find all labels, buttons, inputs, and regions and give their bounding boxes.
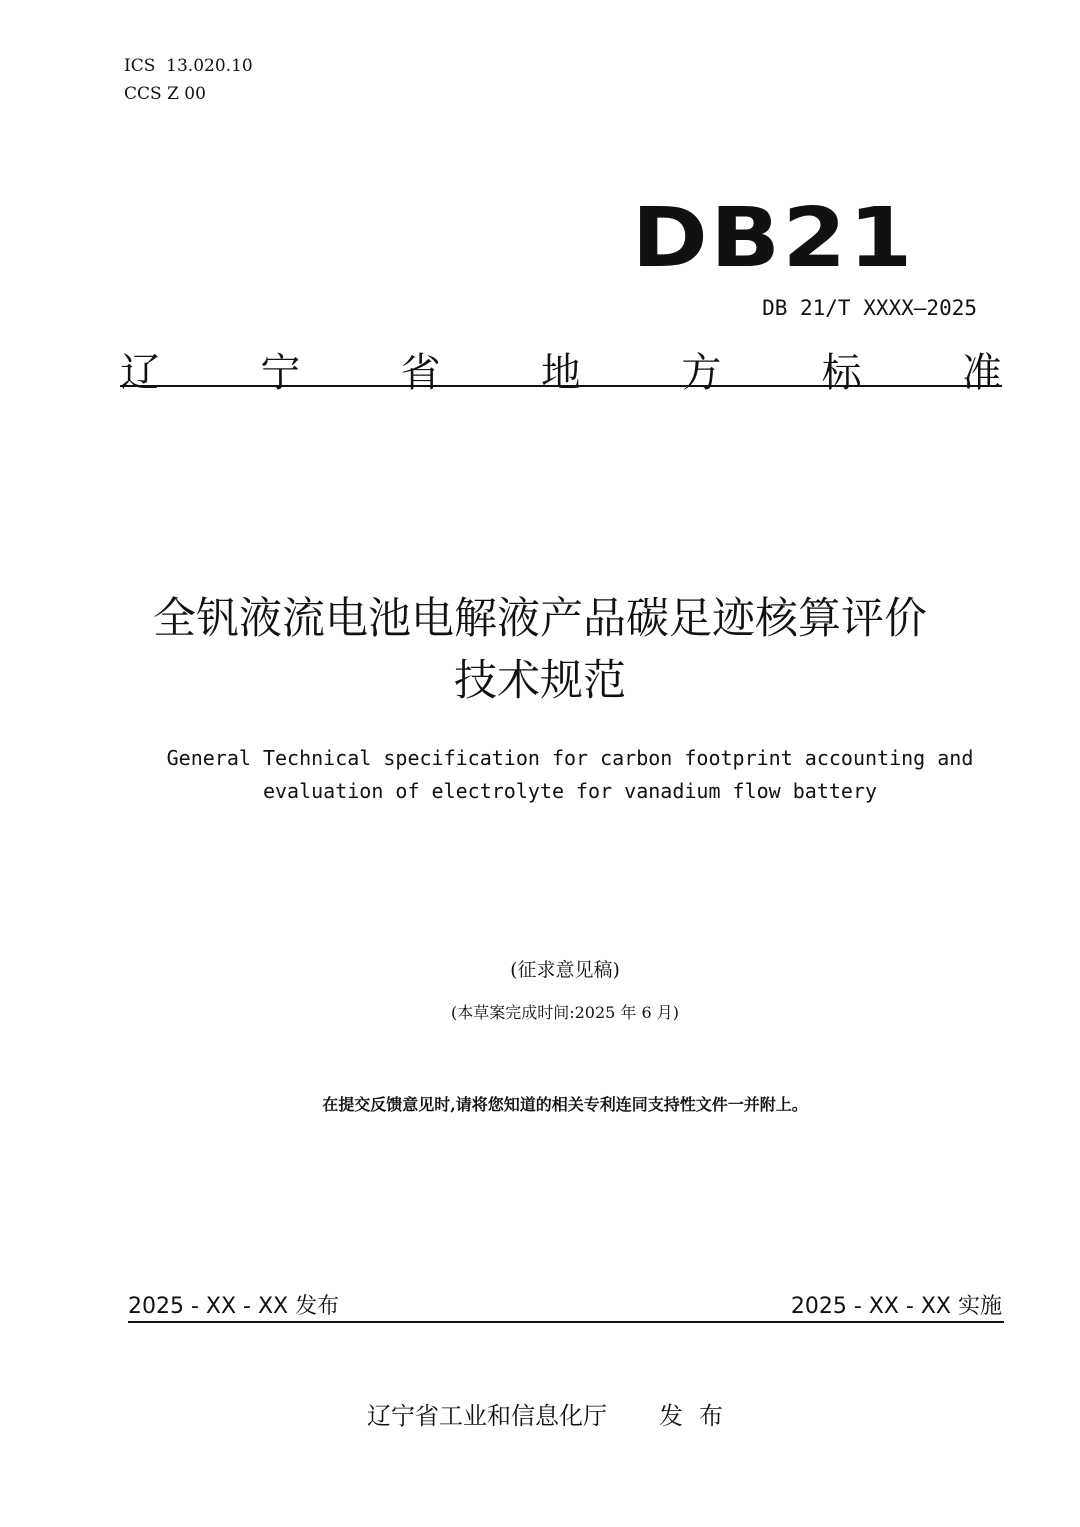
footer-rule (128, 1321, 1004, 1323)
standard-type-char: 宁 (260, 350, 301, 396)
standard-type-char: 方 (681, 350, 722, 396)
ics-code: ICS 13.020.10 (124, 56, 253, 76)
issuer-action: 发布 (659, 1402, 739, 1430)
english-title (60, 742, 1080, 808)
standard-type-heading (120, 350, 1002, 396)
standard-type-char: 地 (540, 350, 581, 396)
classification-codes (124, 52, 253, 108)
implementation-date: 2025 - XX - XX 实施 (790, 1294, 1002, 1319)
header-rule (120, 385, 1002, 387)
issuing-authority (367, 1396, 739, 1431)
chinese-title-line2: 技术规范 (454, 656, 626, 706)
patent-notice: 在提交反馈意见时,请将您知道的相关专利连同支持性文件一并附上。 (322, 1095, 808, 1114)
standard-type-char: 辽 (120, 350, 160, 396)
english-title-line2: evaluation of electrolyte for vanadium flow battery (262, 779, 878, 803)
chinese-title-line1: 全钒液流电池电解液产品碳足迹核算评价 (153, 594, 927, 644)
standard-number: DB 21/T XXXX—2025 (762, 296, 977, 320)
english-title-line1: General Technical specification for carbon footprint accounting and (166, 746, 974, 770)
db21-logo: DB21 (631, 191, 915, 286)
ccs-code: CCS Z 00 (124, 84, 206, 104)
draft-completion-date: (本草案完成时间:2025 年 6 月) (450, 1003, 680, 1022)
standard-type-char: 准 (961, 350, 1002, 396)
chinese-title (60, 588, 1020, 712)
issue-date: 2025 - XX - XX 发布 (128, 1294, 340, 1319)
issuer-name: 辽宁省工业和信息化厅 (367, 1402, 607, 1430)
standard-type-char: 标 (821, 350, 862, 396)
draft-stage: (征求意见稿) (510, 959, 620, 981)
standard-type-char: 省 (400, 350, 441, 396)
